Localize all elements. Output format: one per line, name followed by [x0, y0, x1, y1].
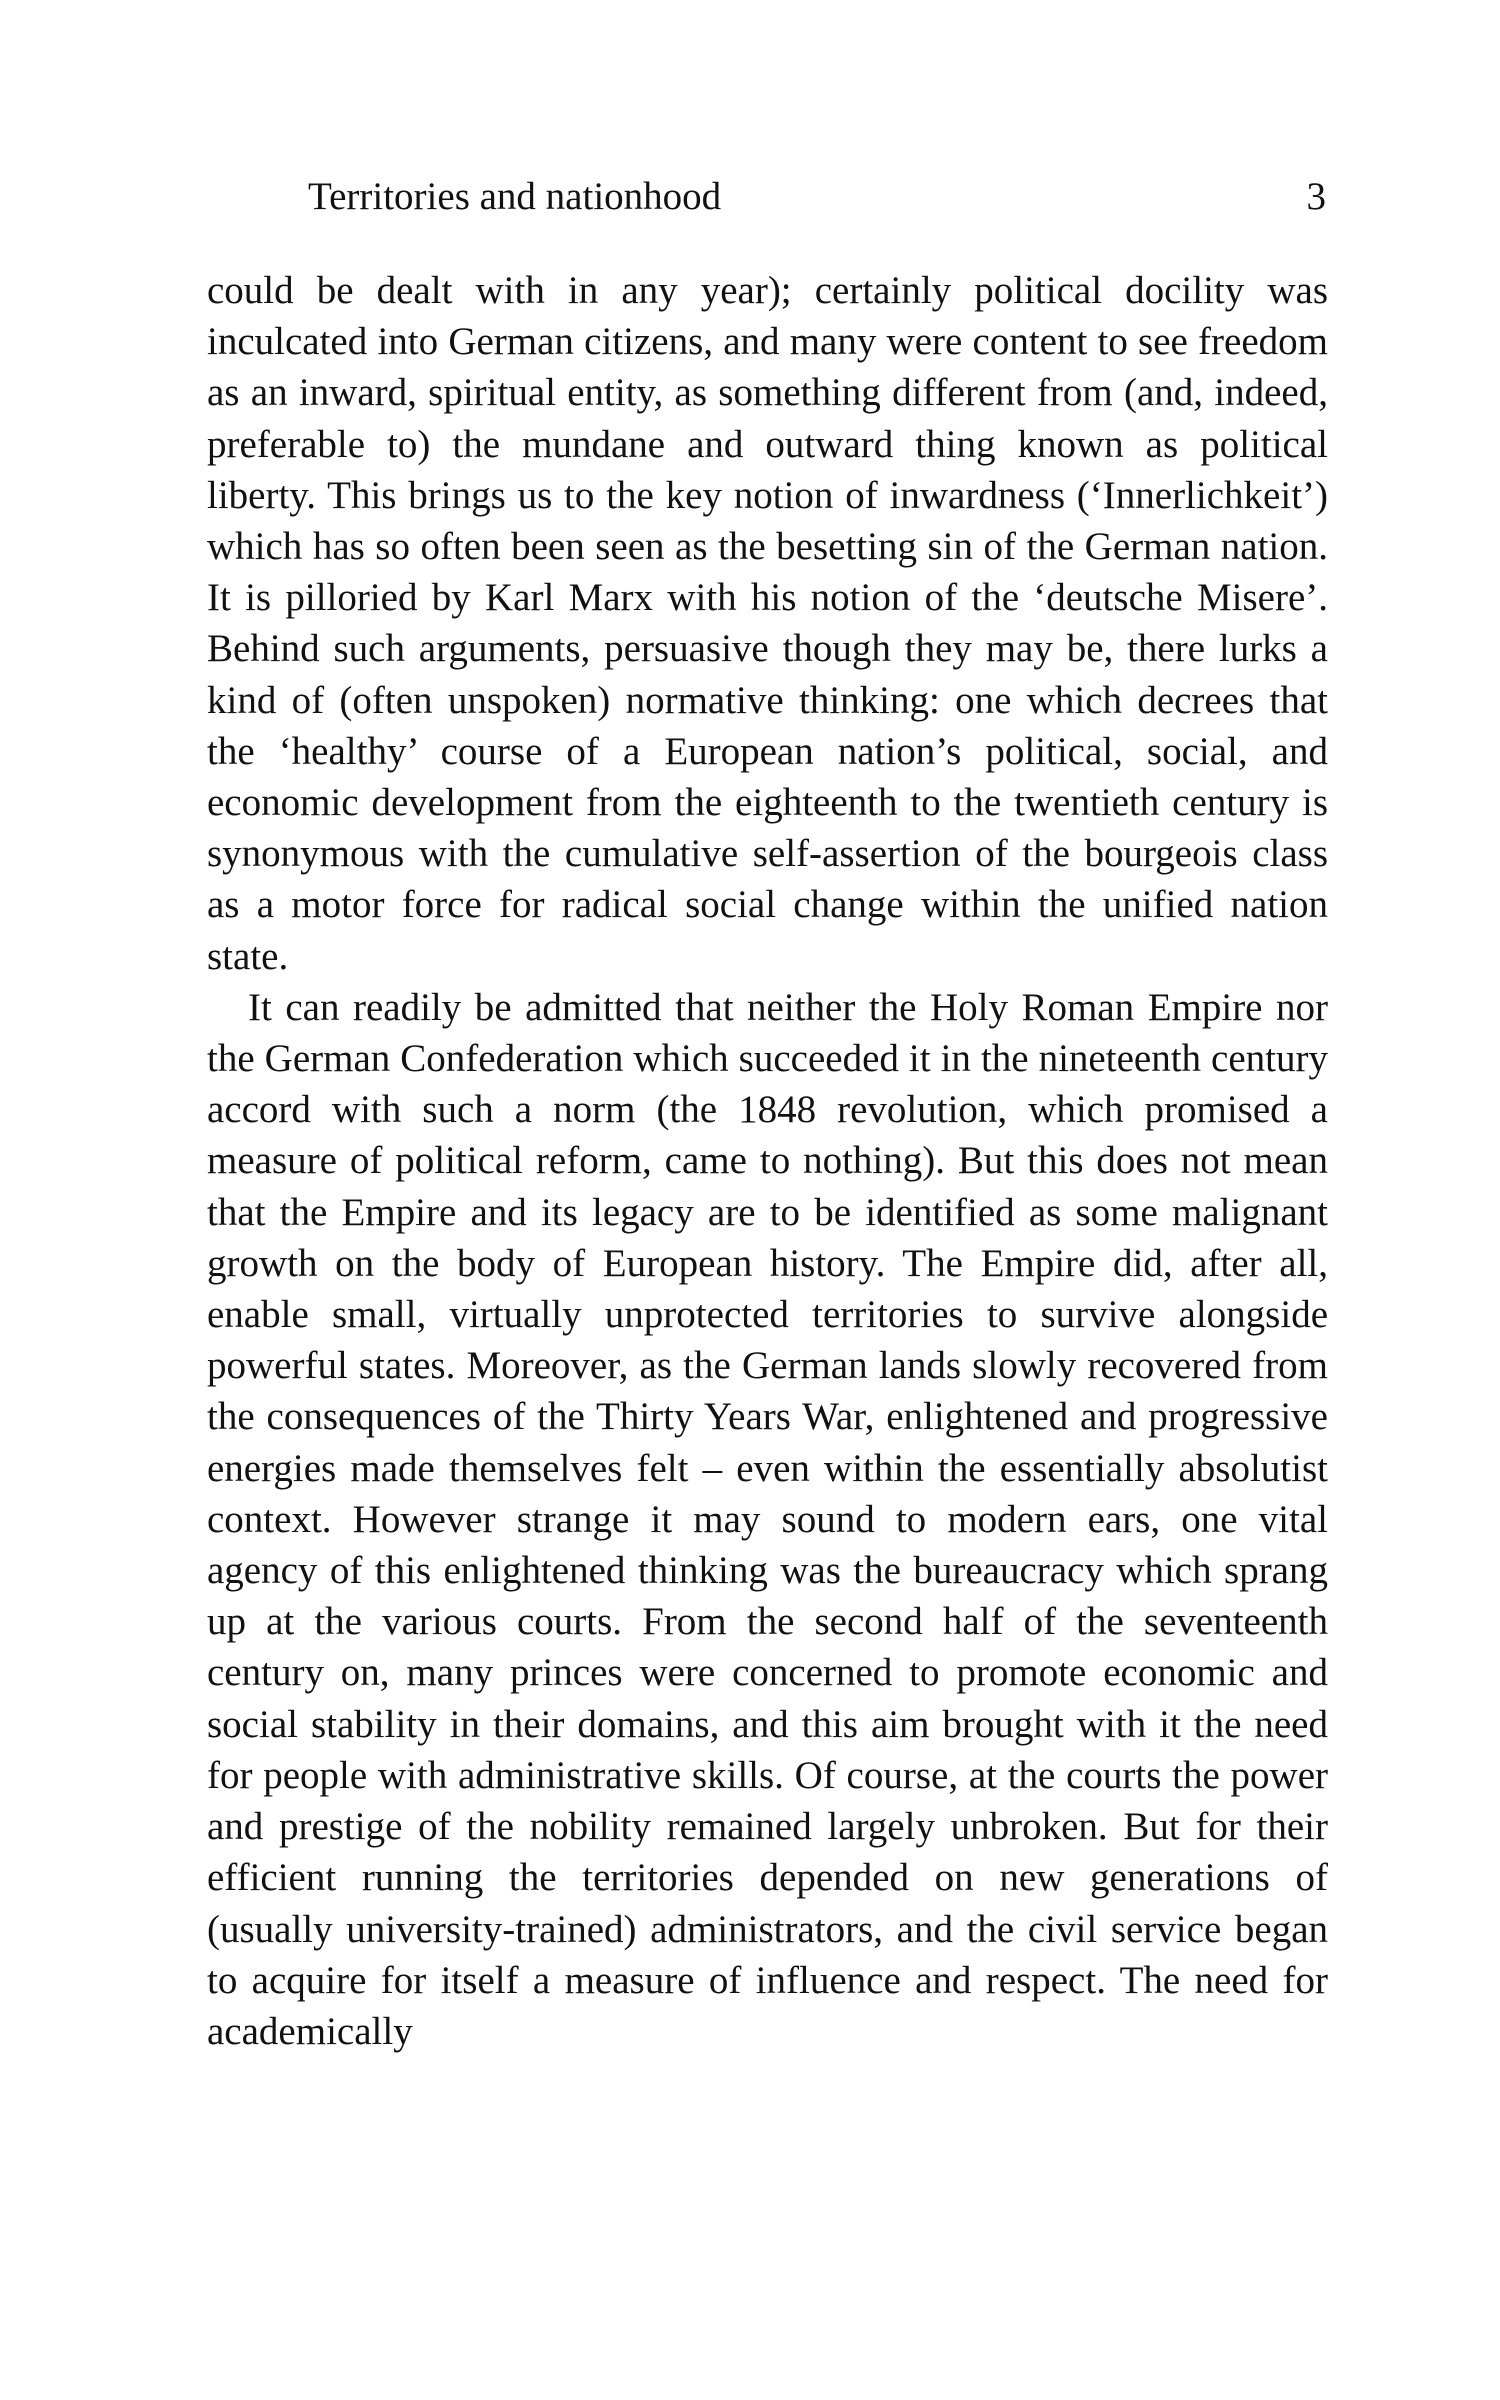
running-head: [308, 172, 1326, 222]
page-number: 3: [1306, 175, 1326, 218]
paragraph-continued: could be dealt with in any year); certainly political docility was inculcated into German citizens, and many were content to see freedom as an inward, spiritual entity, as something different from (and, indeed, preferable to) the mundane and outward thing known as political liberty. This brings us to the key notion of inwardness (‘Innerlichkeit’) which has so often been seen as the besetting sin of the German nation. It is pilloried by Karl Marx with his notion of the ‘deutsche Misere’. Behind such arguments, persuasive though they may be, there lurks a kind of (often unspoken) normative thinking: one which decrees that the ‘healthy’ course of a European nation’s political, social, and economic development from the eighteenth to the twentieth century is synonymous with the cumulative self-assertion of the bourgeois class as a motor force for radical social change within the unified nation state.: [207, 269, 1328, 978]
running-head-title: Territories and nationhood: [308, 175, 722, 218]
paragraph: It can readily be admitted that neither the Holy Roman Empire nor the German Confederation which succeeded it in the nineteenth century accord with such a norm (the 1848 revolution, which promised a measure of political reform, came to nothing). But this does not mean that the Empire and its legacy are to be identified as some malignant growth on the body of European history. The Empire did, after all, enable small, virtually unprotected territories to survive alongside powerful states. Moreover, as the German lands slowly recovered from the consequences of the Thirty Years War, enlightened and progressive energies made themselves felt – even within the essentially absolutist context. However strange it may sound to modern ears, one vital agency of this enlightened thinking was the bureaucracy which sprang up at the various courts. From the second half of the seventeenth century on, many princes were concerned to promote economic and social stability in their domains, and this aim brought with it the need for people with administrative skills. Of course, at the courts the power and prestige of the nobility remained largely unbroken. But for their efficient running the territories depended on new generations of (usually university-trained) administrators, and the civil service began to acquire for itself a measure of influence and respect. The need for academically: [207, 985, 1328, 2053]
body-text: [207, 265, 1328, 2057]
